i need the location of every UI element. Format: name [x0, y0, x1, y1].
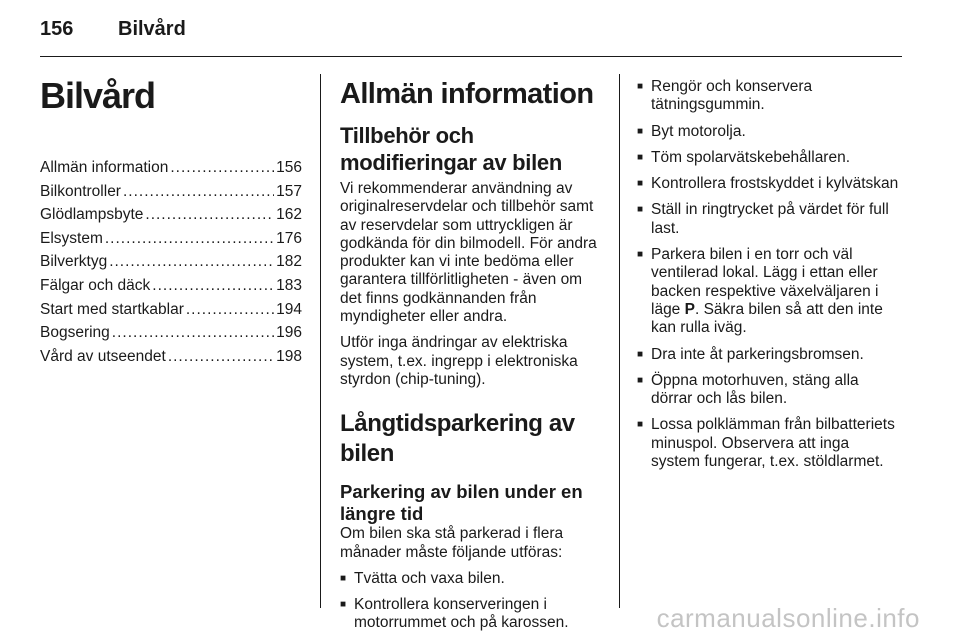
toc-entry[interactable]	[40, 274, 302, 298]
list-item: ■ Öppna motorhuven, stäng alla dörrar och lås bilen.	[637, 372, 902, 409]
toc-entry[interactable]	[40, 321, 302, 345]
toc-leader	[168, 345, 274, 369]
subsection-heading: Tillbehör och modifieringar av bilen	[340, 123, 563, 175]
toc-entry[interactable]	[40, 250, 302, 274]
column-divider-left	[320, 74, 321, 608]
list-item: ■ Tvätta och vaxa bilen.	[340, 570, 602, 588]
list-item: ■ Lossa polklämman från bilbatteriets minuspol. Observera att inga system fungerar, t.ex. stöldlarmet.	[637, 416, 902, 471]
toc-page: 196	[276, 324, 302, 342]
bullet-list	[340, 570, 602, 633]
toc-label: Bilkontroller	[40, 182, 121, 200]
toc-label: Bilverktyg	[40, 253, 108, 271]
paragraph: Om bilen ska stå parkerad i flera månader måste följande utföras:	[340, 525, 564, 561]
toc-entry[interactable]	[40, 203, 302, 227]
list-item: ■ Ställ in ringtrycket på värdet för full last.	[637, 201, 902, 238]
toc-entry[interactable]	[40, 180, 302, 204]
table-of-contents	[40, 156, 302, 368]
toc-leader	[186, 298, 274, 322]
list-item: ■ Kontrollera frostskyddet i kylvätskan	[637, 175, 902, 193]
toc-label: Bogsering	[40, 324, 110, 342]
chapter-title: Bilvård	[40, 75, 156, 116]
bullet-list	[637, 78, 902, 471]
toc-entry[interactable]	[40, 227, 302, 251]
toc-page: 176	[276, 229, 302, 247]
toc-page: 182	[276, 253, 302, 271]
content-column-middle	[340, 66, 602, 641]
header-rule	[40, 56, 902, 57]
list-item-text: Parkera bilen i en torr och väl ventilerad lokal. Lägg i ettan eller backen respektive växelväljaren i läge	[651, 246, 879, 318]
toc-label: Glödlampsbyte	[40, 206, 144, 224]
toc-entry[interactable]	[40, 156, 302, 180]
toc-leader	[109, 250, 274, 274]
toc-page: 156	[276, 159, 302, 176]
toc-leader	[105, 227, 274, 251]
paragraph: Utför inga ändringar av elektriska system, t.ex. ingrepp i elektroniska styrdon (chip-tuning).	[340, 334, 578, 388]
toc-entry[interactable]	[40, 345, 302, 369]
toc-leader	[123, 180, 274, 204]
toc-page: 183	[276, 276, 302, 294]
gear-position: P	[684, 300, 695, 318]
running-header-title: Bilvård	[118, 18, 186, 40]
toc-leader	[152, 274, 274, 298]
toc-label: Fälgar och däck	[40, 276, 151, 294]
toc-page: 162	[276, 206, 302, 224]
list-item	[637, 246, 902, 337]
subsection-heading: Parkering av bilen under en längre tid	[340, 481, 583, 525]
toc-label: Allmän information	[40, 159, 169, 176]
toc-page: 198	[276, 347, 302, 365]
toc-page: 157	[276, 182, 302, 200]
column-divider-right	[619, 74, 620, 608]
list-item: ■ Töm spolarvätskebehållaren.	[637, 149, 902, 167]
content-column-right	[637, 66, 902, 479]
watermark: carmanualsonline.info	[656, 603, 920, 633]
toc-page: 194	[276, 300, 302, 318]
toc-leader	[170, 156, 274, 180]
toc-leader	[145, 203, 274, 227]
paragraph: Vi rekommenderar användning av originalreservdelar och tillbehör samt av reservdelar som uttryckligen är godkända för din bilmodell. För andra produkter kan vi inte bedöma eller garantera tillförlitligheten - även om det finns godkännanden från myndigheter eller andra.	[340, 180, 597, 326]
toc-entry[interactable]	[40, 298, 302, 322]
toc-column	[40, 66, 302, 368]
list-item: ■ Byt motorolja.	[637, 123, 902, 141]
list-item: ■ Dra inte åt parkeringsbromsen.	[637, 346, 902, 364]
list-item: ■ Rengör och konservera tätningsgummin.	[637, 78, 902, 115]
toc-leader	[112, 321, 274, 345]
toc-label: Elsystem	[40, 229, 103, 247]
page-number: 156	[40, 18, 74, 40]
section-heading: Långtidsparkering av bilen	[340, 410, 575, 468]
toc-label: Start med startkablar	[40, 300, 184, 318]
list-item: ■ Kontrollera konserveringen i motorrummet och på karossen.	[340, 596, 602, 633]
section-heading: Allmän information	[340, 78, 594, 110]
toc-label: Vård av utseendet	[40, 347, 166, 365]
list-item-text: . Säkra bilen så att den inte kan rulla iväg.	[651, 300, 883, 337]
